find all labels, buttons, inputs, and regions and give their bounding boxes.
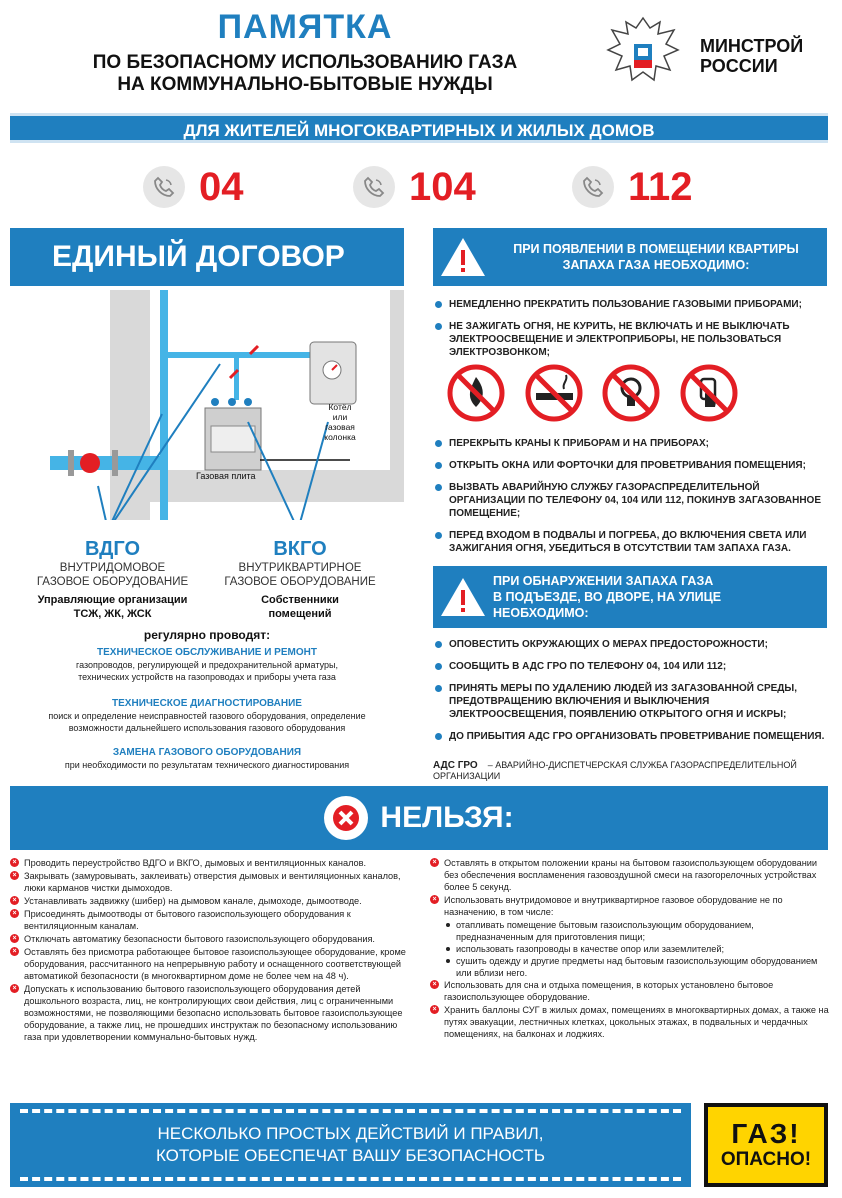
gas-danger-sign xyxy=(704,1103,828,1187)
vkgo-who-1: Собственники xyxy=(261,594,339,606)
page-subtitle xyxy=(40,52,570,96)
list-item: ОПОВЕСТИТЬ ОКРУЖАЮЩИХ О МЕРАХ ПРЕДОСТОРОЖНОСТИ; xyxy=(433,638,828,651)
forbidden-header xyxy=(10,786,828,850)
forbidden-list-right xyxy=(430,857,830,1041)
warning-text xyxy=(493,241,827,273)
cross-icon: × xyxy=(10,947,19,956)
cross-icon: × xyxy=(10,984,19,993)
cross-icon: × xyxy=(10,871,19,880)
ads-gro-note xyxy=(433,760,828,781)
warning-icon xyxy=(433,236,493,278)
forbidden-item: × Присоединять дымоотводы от бытового газоиспользующего оборудования к вентиляционным каналам. xyxy=(10,908,410,932)
forbidden-subitem: отапливать помещение бытовым газоиспользующим оборудованием, предназначенным для приготовления пищи; xyxy=(430,919,830,943)
service-text: технических устройств на газопроводах и приборы учета газа xyxy=(78,672,336,682)
vdgo-who-1: Управляющие организации xyxy=(37,594,188,606)
warning-line: ПРИ ОБНАРУЖЕНИИ ЗАПАХА ГАЗА xyxy=(493,574,714,588)
forbidden-item: × Закрывать (замуровывать, заклеивать) отверстия дымовых и вентиляционных каналов, люки карманов чистки дымоходов. xyxy=(10,870,410,894)
warning-line: В ПОДЪЕЗДЕ, ВО ДВОРЕ, НА УЛИЦЕ xyxy=(493,590,722,604)
forbidden-title: НЕЛЬЗЯ: xyxy=(380,801,514,834)
sign-line-2: ОПАСНО! xyxy=(720,1149,812,1170)
no-doorbell-icon xyxy=(679,363,739,423)
forbidden-item: × Использовать внутридомовое и внутриквартирное газовое оборудование не по назначению, в том числе: xyxy=(430,894,830,918)
phone-icon xyxy=(572,166,614,208)
cross-icon: × xyxy=(430,1005,439,1014)
footer-banner xyxy=(10,1103,691,1187)
ministry-name xyxy=(700,36,803,76)
list-item: ОТКРЫТЬ ОКНА ИЛИ ФОРТОЧКИ ДЛЯ ПРОВЕТРИВАНИЯ ПОМЕЩЕНИЯ; xyxy=(433,459,828,472)
forbidden-item: × Отключать автоматику безопасности бытового газоиспользующего оборудования. xyxy=(10,933,410,945)
phone-number: 04 xyxy=(199,164,244,209)
cross-icon: × xyxy=(430,980,439,989)
forbidden-subitem: сушить одежду и другие предметы над бытовым газоиспользующим оборудованием или вблизи него. xyxy=(430,955,830,979)
warning-line: НЕОБХОДИМО: xyxy=(493,606,589,620)
forbidden-item: × Оставлять без присмотра работающее бытовое газоиспользующее оборудование, кроме оборудования, рассчитанного на непрерывную работу и оснащенного соответствующей автоматикой безопасности (в многоквартирном доме не более чем на 48 ч). xyxy=(10,946,410,982)
vkgo-desc-1: ВНУТРИКВАРТИРНОЕ xyxy=(238,562,362,574)
service-item xyxy=(10,646,404,683)
vdgo-name: ВДГО xyxy=(84,538,141,560)
boiler-label-line: газовая xyxy=(325,422,355,432)
street-smell-header xyxy=(433,566,827,628)
footer-line-1: НЕСКОЛЬКО ПРОСТЫХ ДЕЙСТВИЙ И ПРАВИЛ, xyxy=(157,1124,544,1143)
warning-text xyxy=(493,573,827,621)
subtitle-line-2: НА КОММУНАЛЬНО-БЫТОВЫЕ НУЖДЫ xyxy=(117,74,493,95)
ads-gro-text: – АВАРИЙНО-ДИСПЕТЧЕРСКАЯ СЛУЖБА ГАЗОРАСПРЕДЕЛИТЕЛЬНОЙ ОРГАНИЗАЦИИ xyxy=(433,760,797,781)
stove-label: Газовая плита xyxy=(196,471,256,481)
warning-line: ПРИ ПОЯВЛЕНИИ В ПОМЕЩЕНИИ КВАРТИРЫ xyxy=(513,242,799,256)
boiler-label-line: колонка xyxy=(324,432,356,442)
cross-icon: × xyxy=(10,934,19,943)
dashed-line xyxy=(20,1109,681,1113)
ministry-line-1: МИНСТРОЙ xyxy=(700,36,804,56)
list-item: ДО ПРИБЫТИЯ АДС ГРО ОРГАНИЗОВАТЬ ПРОВЕТРИВАНИЕ ПОМЕЩЕНИЯ. xyxy=(433,730,828,743)
no-light-switch-icon xyxy=(601,363,661,423)
no-fire-icon xyxy=(446,363,506,423)
list-item: НЕ ЗАЖИГАТЬ ОГНЯ, НЕ КУРИТЬ, НЕ ВКЛЮЧАТЬ И НЕ ВЫКЛЮЧАТЬ ЭЛЕКТРООСВЕЩЕНИЕ И ЭЛЕКТРОПРИБОРЫ, НЕ ПОЛЬЗОВАТЬСЯ ЭЛЕКТРОЗВОНКОМ; xyxy=(433,320,828,359)
phone-icon xyxy=(353,166,395,208)
phone-112 xyxy=(572,160,693,214)
cross-icon: × xyxy=(10,909,19,918)
list-item: ПЕРЕД ВХОДОМ В ПОДВАЛЫ И ПОГРЕБА, ДО ВКЛЮЧЕНИЯ СВЕТА ИЛИ ЗАЖИГАНИЯ ОГНЯ, УБЕДИТЬСЯ В ОТСУТСТВИИ ТАМ ЗАПАХА ГАЗА. xyxy=(433,529,828,555)
service-item xyxy=(10,746,404,771)
footer-line-2: КОТОРЫЕ ОБЕСПЕЧАТ ВАШУ БЕЗОПАСНОСТЬ xyxy=(155,1146,546,1165)
phone-104 xyxy=(353,160,476,214)
cross-icon: × xyxy=(430,895,439,904)
forbidden-item: × Проводить переустройство ВДГО и ВКГО, дымовых и вентиляционных каналов. xyxy=(10,857,410,869)
vkgo-who-2: помещений xyxy=(268,608,332,620)
cross-icon: × xyxy=(10,858,19,867)
page-title: ПАМЯТКА xyxy=(217,8,393,46)
forbidden-item: × Использовать для сна и отдыха помещения, в которых установлено бытовое газоиспользующее оборудование. xyxy=(430,979,830,1003)
forbidden-list-left xyxy=(10,857,410,1044)
list-item: ПЕРЕКРЫТЬ КРАНЫ К ПРИБОРАМ И НА ПРИБОРАХ; xyxy=(433,437,828,450)
ministry-line-2: РОССИИ xyxy=(700,56,778,76)
sign-line-1: ГАЗ! xyxy=(731,1118,801,1149)
ads-gro-abbr: АДС ГРО xyxy=(433,760,478,771)
apartment-actions-list xyxy=(433,298,828,368)
service-text: возможности дальнейшего использования газового оборудования xyxy=(68,723,346,733)
vdgo-block xyxy=(10,538,215,621)
list-item: СООБЩИТЬ В АДС ГРО ПО ТЕЛЕФОНУ 04, 104 ИЛИ 112; xyxy=(433,660,828,673)
regularly-label: регулярно проводят: xyxy=(143,628,271,642)
no-smoking-icon xyxy=(524,363,584,423)
contract-title: ЕДИНЫЙ ДОГОВОР xyxy=(10,228,404,286)
list-item: ВЫЗВАТЬ АВАРИЙНУЮ СЛУЖБУ ГАЗОРАСПРЕДЕЛИТЕЛЬНОЙ ОРГАНИЗАЦИИ ПО ТЕЛЕФОНУ 04, 104 ИЛИ 112, ПОКИНУВ ЗАГАЗОВАННОЕ ПОМЕЩЕНИЕ; xyxy=(433,481,828,520)
forbidden-item: × Устанавливать задвижку (шибер) на дымовом канале, дымоходе, дымоотводе. xyxy=(10,895,410,907)
list-item: НЕМЕДЛЕННО ПРЕКРАТИТЬ ПОЛЬЗОВАНИЕ ГАЗОВЫМИ ПРИБОРАМИ; xyxy=(433,298,828,311)
boiler-label-line: Котёл xyxy=(328,402,352,412)
forbidden-item: × Хранить баллоны СУГ в жилых домах, помещениях в многоквартирных домах, а также на путях эвакуации, лестничных клетках, цокольных этажах, в подвальных и чердачных помещениях, на балконах и лоджиях. xyxy=(430,1004,830,1040)
forbidden-item: × Допускать к использованию бытового газоиспользующего оборудования детей дошкольного возраста, лиц, не контролирующих свои действия, лиц с ограниченными возможностями, не позволяющими безопасно использовать бытовое газоиспользующее оборудование, а также лиц, не прошедших инструктаж по безопасному использованию газа при удовлетворении коммунально-бытовых нужд. xyxy=(10,983,410,1043)
phone-04 xyxy=(143,160,244,214)
vkgo-name: ВКГО xyxy=(273,538,327,560)
vdgo-desc-2: ГАЗОВОЕ ОБОРУДОВАНИЕ xyxy=(36,576,189,588)
list-item: ПРИНЯТЬ МЕРЫ ПО УДАЛЕНИЮ ЛЮДЕЙ ИЗ ЗАГАЗОВАННОЙ СРЕДЫ, ПРЕДОТВРАЩЕНИЮ ВКЛЮЧЕНИЯ И ВЫКЛЮЧЕНИЯ ЭЛЕКТРООСВЕЩЕНИЯ, ПОЯВЛЕНИЮ ОТКРЫТОГО ОГНЯ И ИСКРЫ; xyxy=(433,682,828,721)
vkgo-block xyxy=(200,538,400,621)
boiler-label xyxy=(310,402,370,442)
phone-number: 104 xyxy=(409,164,476,209)
service-text: газопроводов, регулирующей и предохранительной арматуры, xyxy=(76,660,338,670)
coat-of-arms-logo xyxy=(598,10,688,100)
cross-icon xyxy=(324,796,368,840)
boiler-label-line: или xyxy=(332,412,348,422)
service-item xyxy=(10,697,404,734)
forbidden-subitem: использовать газопроводы в качестве опор или заземлителей; xyxy=(430,943,830,955)
forbidden-item: × Оставлять в открытом положении краны на бытовом газоиспользующем оборудовании без обеспечения воспламенения газовоздушной смеси на газогорелочных устройствах более 5 секунд. xyxy=(430,857,830,893)
warning-line: ЗАПАХА ГАЗА НЕОБХОДИМО: xyxy=(562,258,750,272)
service-title: ТЕХНИЧЕСКОЕ ДИАГНОСТИРОВАНИЕ xyxy=(112,698,302,709)
apartment-actions-list-2 xyxy=(433,437,828,564)
service-title: ЗАМЕНА ГАЗОВОГО ОБОРУДОВАНИЯ xyxy=(112,747,302,758)
cross-icon: × xyxy=(10,896,19,905)
street-actions-list xyxy=(433,638,828,752)
cross-icon: × xyxy=(430,858,439,867)
service-text: поиск и определение неисправностей газового оборудования, определение xyxy=(48,711,366,721)
service-title: ТЕХНИЧЕСКОЕ ОБСЛУЖИВАНИЕ И РЕМОНТ xyxy=(97,647,317,658)
residents-banner: ДЛЯ ЖИТЕЛЕЙ МНОГОКВАРТИРНЫХ И ЖИЛЫХ ДОМОВ xyxy=(10,113,828,143)
vdgo-who-2: ТСЖ, ЖК, ЖСК xyxy=(73,608,152,620)
phone-number: 112 xyxy=(628,164,693,209)
vdgo-desc-1: ВНУТРИДОМОВОЕ xyxy=(59,562,166,574)
warning-icon xyxy=(433,576,493,618)
subtitle-line-1: ПО БЕЗОПАСНОМУ ИСПОЛЬЗОВАНИЮ ГАЗА xyxy=(92,52,518,73)
phone-icon xyxy=(143,166,185,208)
service-text: при необходимости по результатам технического диагностирования xyxy=(64,760,350,770)
dashed-line xyxy=(20,1177,681,1181)
apartment-smell-header xyxy=(433,228,827,286)
vkgo-desc-2: ГАЗОВОЕ ОБОРУДОВАНИЕ xyxy=(224,576,376,588)
